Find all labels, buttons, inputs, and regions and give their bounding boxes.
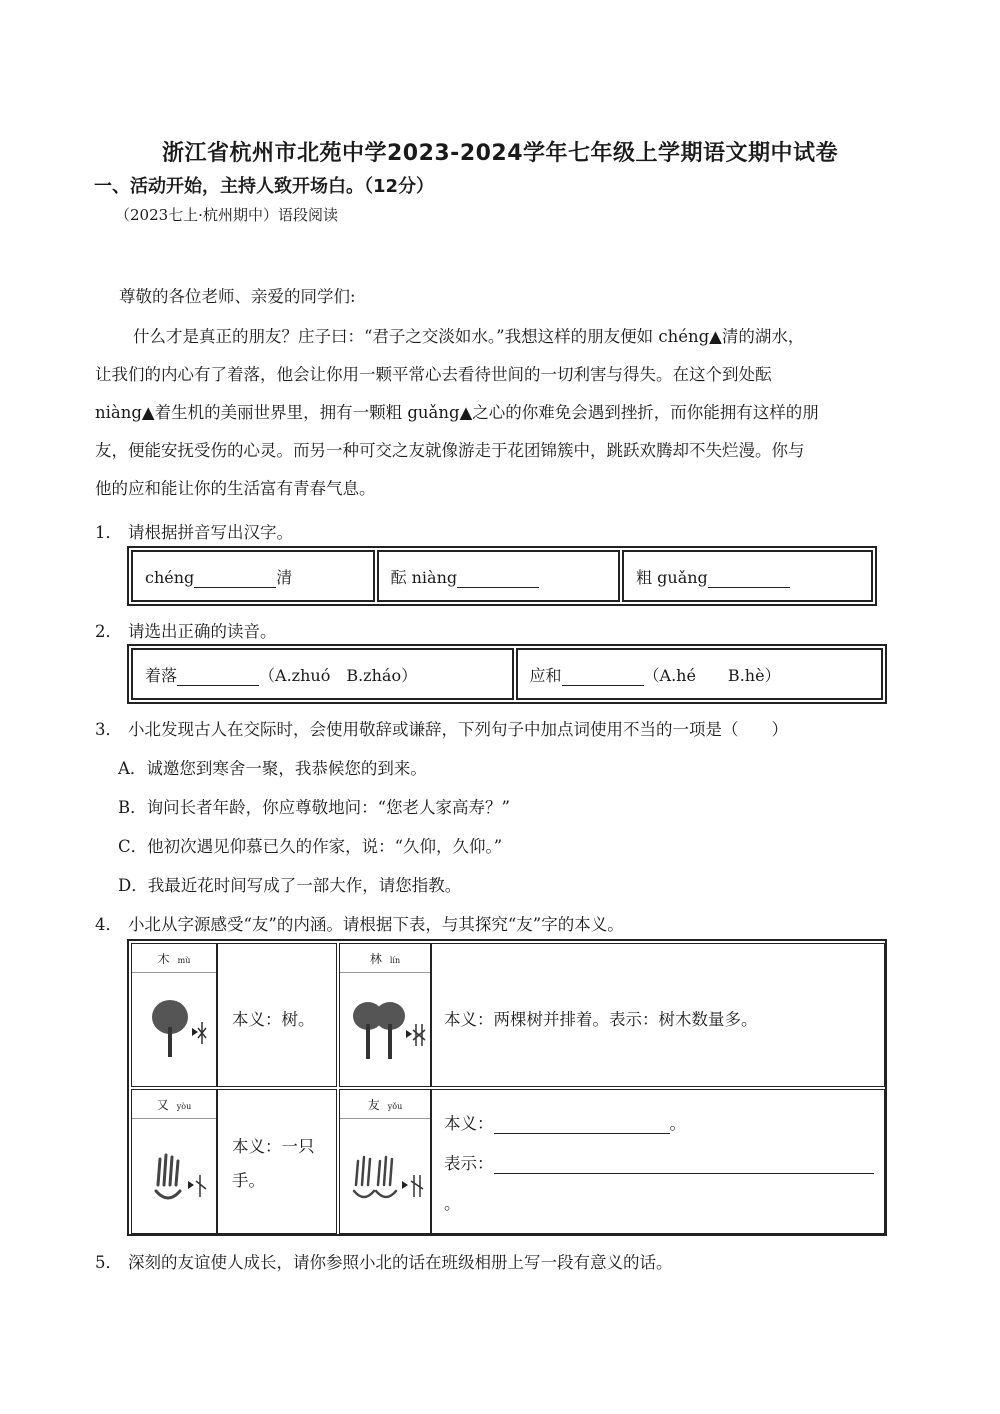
answer-blank[interactable]: [177, 685, 259, 686]
question-3: [95, 716, 788, 740]
question-number: 3．: [95, 720, 122, 739]
q4-character-table: [127, 939, 887, 1236]
answer-cell: 本义： 。 表示： 。: [431, 1089, 885, 1234]
question-number: 5．: [95, 1253, 122, 1272]
q3-option-a[interactable]: A．诚邀您到寒舍一聚，我恭候您的到来。: [118, 759, 427, 778]
char-image-cell: 林 lín: [339, 943, 431, 1087]
meaning-cell: 本义：一只手。: [217, 1089, 337, 1234]
source-note: （2023七上·杭州期中）语段阅读: [115, 206, 338, 224]
passage-line: 友，便能安抚受伤的心灵。而另一种可交之友就像游走于花团锦簇中，跳跃欢腾却不失烂漫。你与: [95, 441, 805, 460]
answer-blank[interactable]: [494, 1173, 874, 1174]
question-2: [95, 618, 277, 642]
q2-answer-table: [127, 644, 887, 704]
question-text: 小北发现古人在交际时，会使用敬辞或谦辞，下列句子中加点词使用不当的一项是（ ）: [128, 720, 788, 739]
q2-cell[interactable]: 应和 （A.hé B.hè）: [516, 648, 884, 700]
q3-option-d[interactable]: D．我最近花时间写成了一部大作，请您指教。: [118, 876, 462, 895]
q1-cell[interactable]: 粗 guǎng: [622, 550, 873, 602]
answer-blank[interactable]: [457, 587, 539, 588]
question-4: [95, 911, 624, 935]
char-image-cell: 木 mù: [131, 943, 217, 1087]
char-image-cell: 又 yòu: [131, 1089, 217, 1234]
meaning-cell: 本义：两棵树并排着。表示：树木数量多。: [431, 943, 885, 1087]
meaning-cell: 本义：树。: [217, 943, 337, 1087]
q1-cell[interactable]: chéng 清: [131, 550, 375, 602]
page-title: 浙江省杭州市北苑中学2023-2024学年七年级上学期语文期中试卷: [161, 141, 839, 166]
hand-icon: [150, 1145, 212, 1215]
question-text: 深刻的友谊使人成长，请你参照小北的话在班级相册上写一段有意义的话。: [128, 1253, 673, 1272]
q1-cell[interactable]: 酝 niàng: [377, 550, 621, 602]
passage-line: 什么才是真正的朋友？庄子曰：“君子之交淡如水。”我想这样的朋友便如 chéng▲清的湖水，: [133, 327, 805, 346]
question-text: 请选出正确的读音。: [128, 622, 277, 641]
question-number: 4．: [95, 915, 122, 934]
question-number: 2．: [95, 622, 122, 641]
q3-option-c[interactable]: C．他初次遇见仰慕已久的作家，说：“久仰，久仰。”: [118, 837, 503, 856]
answer-blank[interactable]: [562, 685, 644, 686]
section-heading: 一、活动开始，主持人致开场白。（12分）: [94, 176, 435, 197]
passage-body: [95, 318, 895, 508]
passage-line: 让我们的内心有了着落，他会让你用一颗平常心去看待世间的一切利害与得失。在这个到处酝: [95, 365, 772, 384]
question-5: [95, 1249, 673, 1273]
question-1: [95, 519, 293, 543]
answer-blank[interactable]: [708, 587, 790, 588]
q3-option-b[interactable]: B．询问长者年龄，你应尊敬地问：“您老人家高寿？”: [118, 798, 510, 817]
two-trees-icon: [350, 994, 430, 1069]
passage-line: 他的应和能让你的生活富有青春气息。: [95, 479, 376, 498]
question-text: 小北从字源感受“友”的内涵。请根据下表，与其探究“友”字的本义。: [128, 915, 624, 934]
question-text: 请根据拼音写出汉字。: [128, 523, 293, 542]
q2-cell[interactable]: 着落 （A.zhuó B.zháo）: [131, 648, 514, 700]
char-image-cell: 友 yǒu: [339, 1089, 431, 1234]
two-hands-icon: [350, 1145, 430, 1215]
passage-line: niàng▲着生机的美丽世界里，拥有一颗粗 guǎng▲之心的你难免会遇到挫折，而你能拥有这样的朋: [95, 403, 819, 422]
answer-blank[interactable]: [494, 1133, 670, 1134]
q1-answer-table: [127, 546, 877, 606]
tree-icon: [150, 992, 210, 1067]
answer-blank[interactable]: [194, 587, 276, 588]
passage-greeting: 尊敬的各位老师、亲爱的同学们:: [119, 287, 356, 306]
question-number: 1．: [95, 523, 122, 542]
